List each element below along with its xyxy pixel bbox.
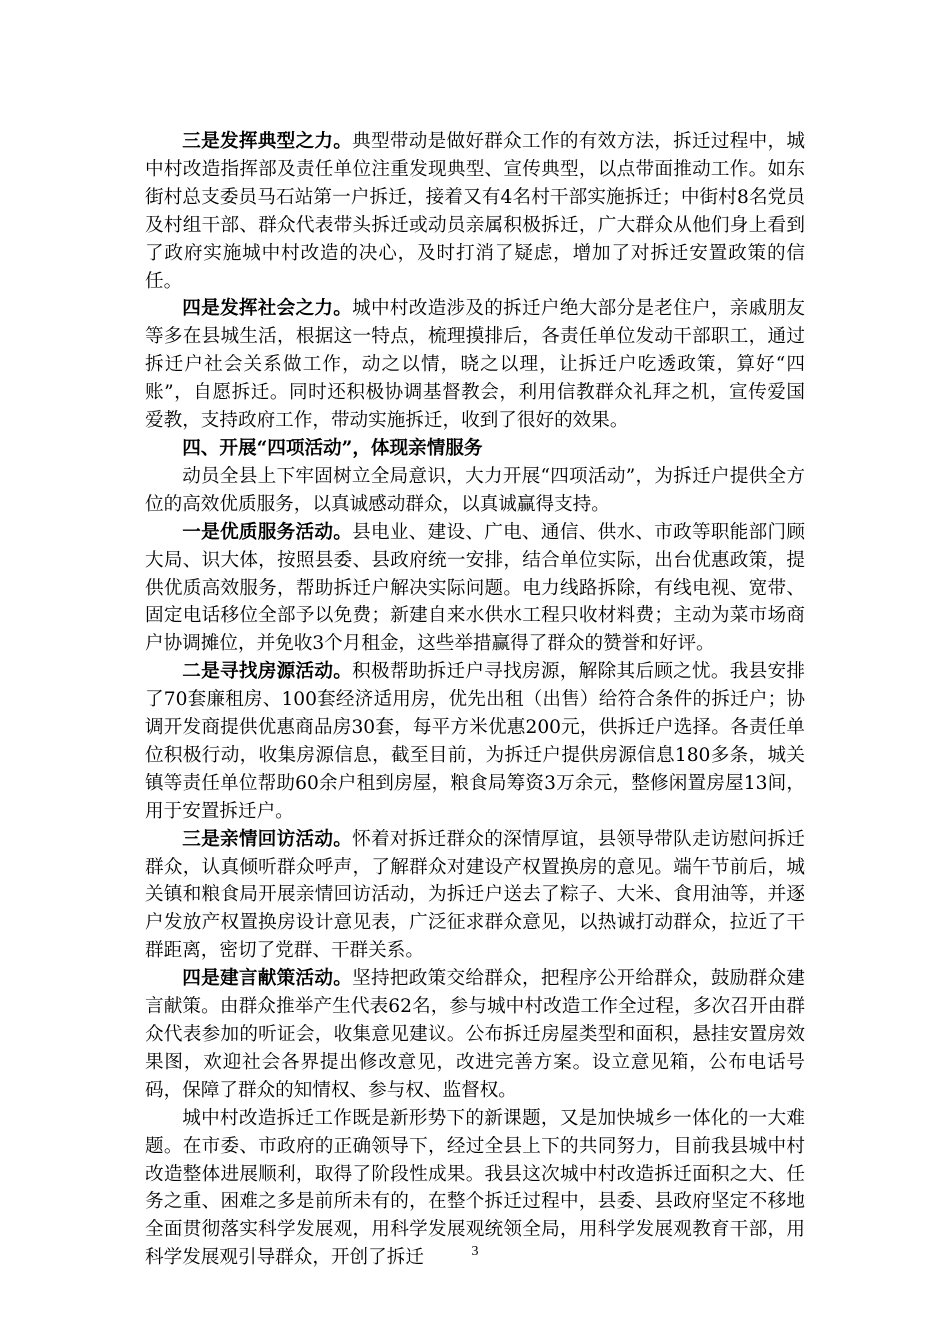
- paragraph-text: 坚持把政策交给群众，把程序公开给群众，鼓励群众建言献策。由群众推举产生代表62名，参与城中村改造工作全过程，多次召开由群众代表参加的听证会，收集意见建议。公布拆迁房屋类型和面积，悬挂安置房效果图，欢迎社会各界提出修改意见，改进完善方案。设立意见箱，公布电话号码，保障了群众的知情权、参与权、监督权。: [145, 968, 805, 1101]
- page-number: 3: [471, 1244, 479, 1259]
- paragraph-lead: 三是亲情回访活动。: [182, 828, 353, 850]
- paragraph-text: 积极帮助拆迁户寻找房源，解除其后顾之忧。我县安排了70套廉租房、100套经济适用房，优先出租（出售）给符合条件的拆迁户；协调开发商提供优惠商品房30套，每平方米优惠200元，供拆迁户选择。各责任单位积极行动，收集房源信息，截至目前，为拆迁户提供房源信息180多条，城关镇等责任单位帮助60余户租到房屋，粮食局筹资3万余元，整修闲置房屋13间，用于安置拆迁户。: [145, 661, 805, 822]
- paragraph-lead: 一是优质服务活动。: [182, 521, 353, 543]
- paragraph-text: 城中村改造拆迁工作既是新形势下的新课题，又是加快城乡一体化的一大难题。在市委、市政府的正确领导下，经过全县上下的共同努力，目前我县城中村改造整体进展顺利，取得了阶段性成果。我县这次城中村改造拆迁面积之大、任务之重、困难之多是前所未有的，在整个拆迁过程中，县委、县政府坚定不移地全面贯彻落实科学发展观，用科学发展观统领全局，用科学发展观教育干部，用科学发展观引导群众，开创了拆迁: [145, 1107, 805, 1269]
- paragraph-text: 怀着对拆迁群众的深情厚谊，县领导带队走访慰问拆迁群众，认真倾听群众呼声，了解群众对建设产权置换房的意见。端午节前后，城关镇和粮食局开展亲情回访活动，为拆迁户送去了粽子、大米、食用油等，并逐户发放产权置换房设计意见表，广泛征求群众意见，以热诚打动群众，拉近了干群距离，密切了党群、干群关系。: [145, 828, 805, 962]
- paragraph-lead: 四是建言献策活动。: [182, 968, 353, 990]
- paragraph-typical-power: [145, 128, 805, 295]
- paragraph-lead: 二是寻找房源活动。: [182, 661, 353, 683]
- paragraph-quality-service: [145, 519, 805, 659]
- section-heading: 四、开展“四项活动”，体现亲情服务: [182, 437, 483, 459]
- paragraph-text: 县电业、建设、广电、通信、供水、市政等职能部门顾大局、识大体，按照县委、县政府统一安排，结合单位实际，出台优惠政策，提供优质高效服务，帮助拆迁户解决实际问题。电力线路拆除，有线电视、宽带、固定电话移位全部予以免费；新建自来水供水工程只收材料费；主动为菜市场商户协调摊位，并免收3个月租金，这些举措赢得了群众的赞誉和好评。: [145, 521, 805, 655]
- body-text: [145, 128, 805, 1272]
- paragraph-text: 典型带动是做好群众工作的有效方法，拆迁过程中，城中村改造指挥部及责任单位注重发现典型、宣传典型，以点带面推动工作。如东街村总支委员马石站第一户拆迁，接着又有4名村干部实施拆迁；中街村8名党员及村组干部、群众代表带头拆迁或动员亲属积极拆迁，广大群众从他们身上看到了政府实施城中村改造的决心，及时打消了疑虑，增加了对拆迁安置政策的信任。: [145, 131, 805, 292]
- paragraph-lead: 四是发挥社会之力。: [182, 298, 353, 320]
- paragraph-text: 城中村改造涉及的拆迁户绝大部分是老住户，亲戚朋友等多在县城生活，根据这一特点，梳理摸排后，各责任单位发动干部职工，通过拆迁户社会关系做工作，动之以情，晓之以理，让拆迁户吃透政策，算好“四账”，自愿拆迁。同时还积极协调基督教会，利用信教群众礼拜之机，宣传爱国爱教，支持政府工作，带动实施拆迁，收到了很好的效果。: [145, 298, 805, 432]
- paragraph-text: 动员全县上下牢固树立全局意识，大力开展“四项活动”，为拆迁户提供全方位的高效优质服务，以真诚感动群众，以真诚赢得支持。: [145, 465, 805, 515]
- paragraph-family-visit: [145, 826, 805, 966]
- paragraph-housing-search: [145, 658, 805, 825]
- paragraph-social-power: [145, 295, 805, 435]
- paragraph-intro: [145, 463, 805, 519]
- paragraph-suggestions: [145, 965, 805, 1105]
- paragraph-lead: 三是发挥典型之力。: [182, 131, 353, 152]
